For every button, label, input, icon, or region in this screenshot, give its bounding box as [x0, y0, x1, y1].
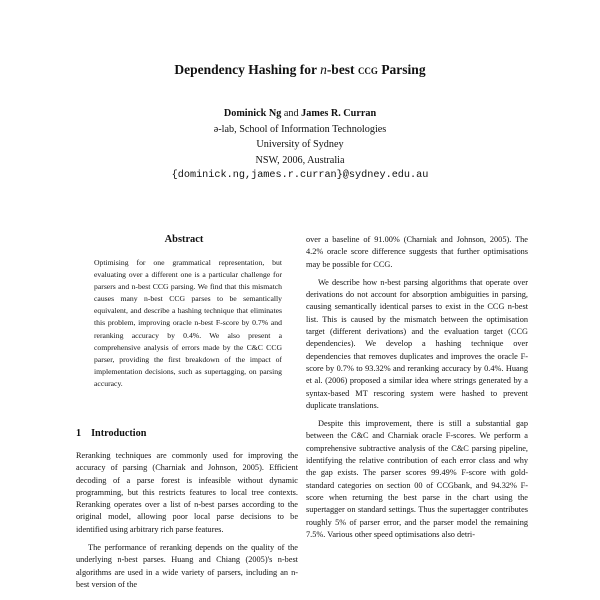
section-heading [76, 428, 156, 439]
affiliation: ə-lab, School of Information Technologies [213, 123, 387, 135]
title-pre: Dependency Hashing for [174, 62, 321, 77]
title-ccg: ccg [357, 62, 378, 77]
abstract-heading: Abstract [164, 234, 204, 245]
title-n: n [320, 62, 327, 77]
left-column [76, 450, 298, 597]
right-column [306, 234, 528, 547]
section-number: 1 [76, 428, 82, 439]
left-paragraph-1: Reranking techniques are commonly used for improving the accuracy of parsing (Charniak and Johnson, 2005). Efficient decoding of a parse forest is infeasible without dynamic programming, but this restricts features to local tree contexts. Reranking operates over a list of n-best parses according to the original model, allowing poor local parse decisions to be identified using arbitrary rich parse features. [76, 451, 298, 534]
title-post: Parsing [377, 62, 426, 77]
right-paragraph-2: We describe how n-best parsing algorithms that operate over derivations do not account for absorption ambiguities in parsing, causing semantically identical parses to exist in the CCG n-best list. This is caused by the mismatch between the optimisation target (different derivations) and the evaluation target (CCG dependencies). We develop a hashing technique over dependencies that removes duplicates and improves the oracle F-score by 0.7% to 93.32% and reranking accuracy by 0.4%. Huang et al. (2006) proposed a similar idea where strings generated by a syntax-based MT rescoring system were hashed to prevent duplicate translations. [306, 277, 528, 410]
author-and: and [281, 108, 302, 119]
emails: {dominick.ng,james.r.curran}@sydney.edu.au [171, 170, 429, 181]
paper-title [0, 62, 600, 78]
author-1: Dominick Ng [223, 108, 282, 119]
title-mid: -best [326, 62, 358, 77]
left-paragraph-2: The performance of reranking depends on the quality of the underlying n-best parses. Huang and Chiang (2005)'s n-best algorithms are used in a wide variety of parsers, including an n-best version of the [76, 543, 298, 589]
right-paragraph-3: Despite this improvement, there is still a substantial gap between the C&C and Charniak oracle F-scores. We perform a comprehensive subtractive analysis of the C&C parsing pipeline, identifying the relative contribution of each error class and why the gap exists. The parser scores 99.49% F-score with gold-standard categories on section 00 of CCGbank, and 94.32% F-score when returning the best parse in the chart using the supertagger on standard settings. Thus the supertagger contributes roughly 5% of parser error, and the parser model the remaining 7.5%. Various other speed optimisations also detri- [306, 419, 528, 539]
author-2: James R. Curran [301, 108, 377, 119]
author-line [0, 106, 600, 122]
section-title: Introduction [91, 428, 147, 439]
right-paragraph-1: over a baseline of 91.00% (Charniak and Johnson, 2005). The 4.2% oracle score difference suggests that further optimisations may be possible for CCG. [306, 235, 528, 269]
abstract-text: Optimising for one grammatical representation, but evaluating over a different one is a particular challenge for parsers and n-best CCG parsing. We find that this mismatch causes many n-best CCG parses to be semantically equivalent, and describe a hashing technique that eliminates this problem, improving oracle n-best F-score by 0.7% and reranking accuracy by 0.4%. We also present a comprehensive analysis of errors made by the C&C CCG parser, providing the first breakdown of the impact of implementation decisions, such as supertagging, on parsing accuracy. [94, 258, 282, 388]
author-block [0, 106, 600, 184]
university: University of Sydney [256, 139, 344, 150]
location: NSW, 2006, Australia [255, 154, 345, 166]
